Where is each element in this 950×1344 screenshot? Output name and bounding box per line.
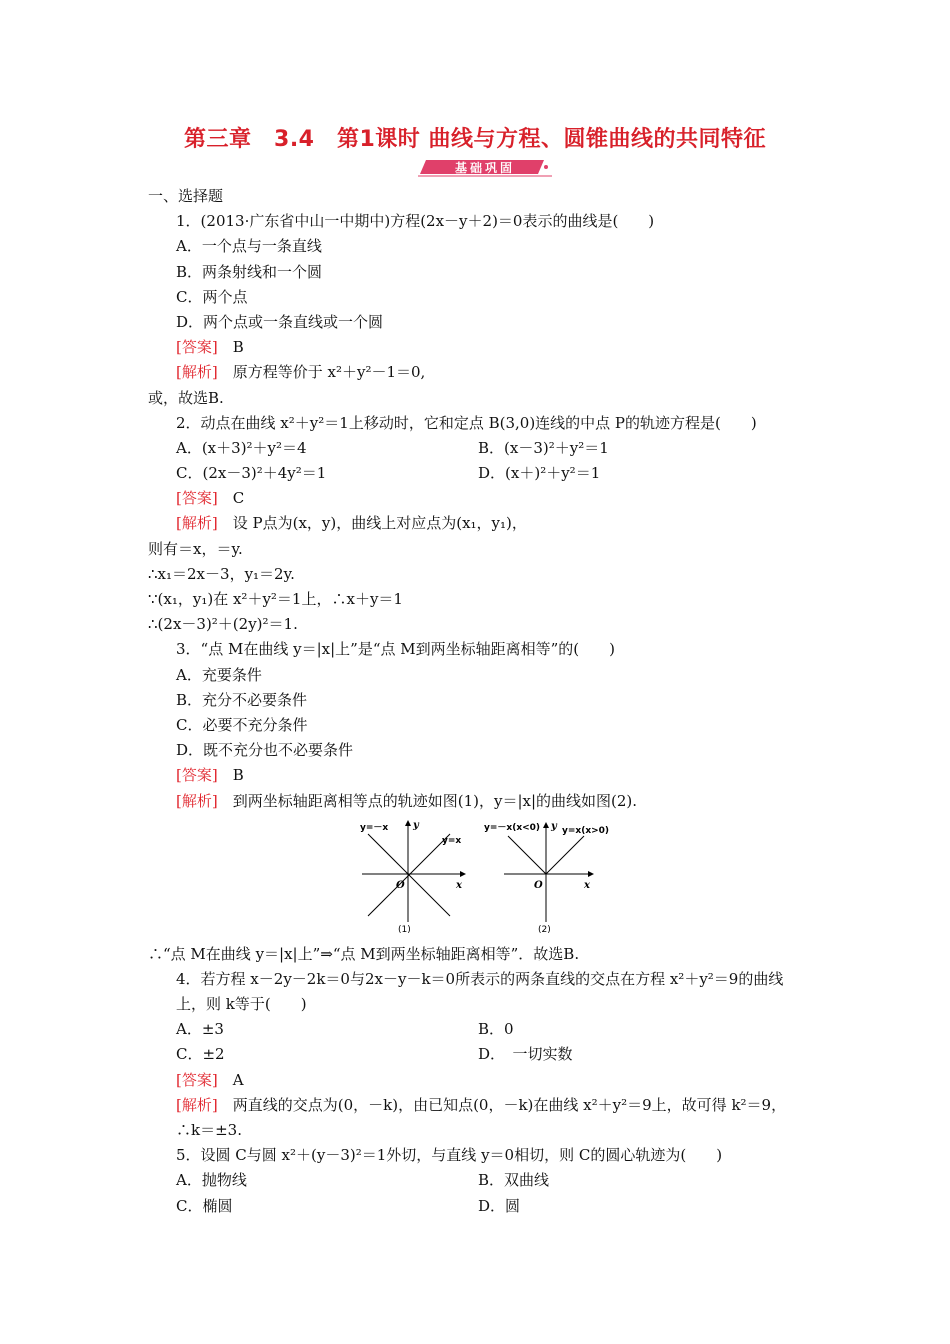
figure-1-graph [358,816,478,934]
y-axis-arrow [543,822,549,828]
q4-option-d: D． 一切实数 [478,1045,573,1064]
q2-options-row-2 [148,461,808,486]
analysis-text: 两直线的交点为(0，－k)，由已知点(0，－k)在曲线 x²＋y²＝9上，故可得 k²＝9，∴k＝±3. [176,1095,787,1140]
q5-options-row-1 [148,1168,808,1193]
analysis-text: 原方程等价于 x²＋y²－1＝0, [232,363,426,382]
q2-option-d: D．(x＋)²＋y²＝1 [478,464,601,483]
q3-option-d: D．既不充分也不必要条件 [176,741,354,760]
figure-1-caption: (1) [398,924,411,934]
y-label: y [551,820,557,832]
label-y-neg-x: y=－x [360,822,389,833]
y-axis-arrow [405,820,411,826]
page-title: 第三章 3.4 第1课时 曲线与方程、圆锥曲线的共同特征 [184,127,766,152]
question-3-stem: 3．“点 M在曲线 y＝|x|上”是“点 M到两坐标轴距离相等”的( ) [176,640,615,659]
q4-options-row-1 [148,1017,808,1042]
q2-option-a: A．(x＋3)²＋y²＝4 [176,438,307,457]
ray-y-neg-x [508,836,546,874]
q1-option-c: C．两个点 [176,287,248,306]
q1-option-d: D．两个点或一条直线或一个圆 [176,312,384,331]
analysis-tag: [解析] [176,791,218,810]
origin-label: O [534,879,543,891]
q2-answer [148,486,808,511]
analysis-tag: [解析] [176,363,218,382]
q5-option-d: D．圆 [478,1196,521,1215]
q3-option-a: A．充要条件 [176,665,262,684]
analysis-tag: [解析] [176,514,218,533]
x-label: x [456,879,462,891]
q3-option-c: C．必要不充分条件 [176,715,308,734]
section-heading: 一、选择题 [148,187,224,205]
x-axis-arrow [588,871,594,877]
question-2-stem: 2．动点在曲线 x²＋y²＝1上移动时，它和定点 B(3,0)连线的中点 P的轨迹方程是( ) [176,413,757,432]
q4-answer [148,1068,808,1093]
origin-label: O [396,879,405,891]
q1-analysis [148,360,808,385]
question-5-stem: 5．设圆 C与圆 x²＋(y－3)²＝1外切，与直线 y＝0相切，则 C的圆心轨迹为( ) [176,1146,723,1165]
q3-figures [148,814,808,942]
x-axis-arrow [460,871,466,877]
figure-2-caption: (2) [538,924,551,934]
q1-option-a: A．一个点与一条直线 [176,237,322,256]
label-y-pos-x: y=x(x>0) [562,825,610,836]
q5-option-c: C．椭圆 [176,1196,233,1215]
q4-option-a: A．±3 [176,1020,224,1039]
analysis-tag: [解析] [176,1095,218,1114]
q1-answer [148,335,808,360]
q2-option-c: C．(2x－3)²＋4y²＝1 [176,464,327,483]
q3-option-b: B．充分不必要条件 [176,690,308,709]
q3-answer [148,763,808,788]
answer-tag: [答案] [176,338,218,357]
q4-option-b: B．0 [478,1020,514,1039]
question-1-stem: 1．(2013·广东省中山一中期中)方程(2x－y＋2)＝0表示的曲线是( ) [176,212,655,231]
ray-y-pos-x [546,836,584,874]
q2-analysis [148,511,808,536]
q2-analysis-line-4: ∵(x₁，y₁)在 x²＋y²＝1上，∴x＋y＝1 [148,590,403,608]
answer-tag: [答案] [176,766,218,785]
q4-options-row-2 [148,1042,808,1067]
q4-option-c: C．±2 [176,1045,225,1064]
q5-option-b: B．双曲线 [478,1171,550,1190]
q2-analysis-line-3: ∴x₁＝2x－3，y₁＝2y. [148,564,295,583]
q2-analysis-line-2: 则有＝x，＝y. [148,539,243,558]
answer-tag: [答案] [176,1070,218,1089]
q5-options-row-2 [148,1194,808,1219]
label-y-neg-x: y=－x(x<0) [484,822,541,833]
exercise-content [148,184,808,1219]
answer-value: B [232,338,244,357]
q4-analysis [148,1093,808,1143]
analysis-text: 设 P点为(x，y)，曲线上对应点为(x₁，y₁)， [232,514,527,533]
figure-2-graph [484,816,624,934]
q1-option-b: B．两条射线和一个圆 [176,262,323,281]
q2-option-b: B．(x－3)²＋y²＝1 [478,438,609,457]
banner-label: 基础巩固 [454,161,515,175]
label-y-pos-x: y=x [442,835,462,846]
answer-value: B [232,766,244,785]
answer-value: A [232,1070,244,1089]
analysis-text: 到两坐标轴距离相等点的轨迹如图(1)，y＝|x|的曲线如图(2). [232,791,638,810]
answer-tag: [答案] [176,489,218,508]
x-label: x [584,879,590,891]
y-label: y [413,819,419,831]
q3-conclusion: ∴“点 M在曲线 y＝|x|上”⇒“点 M到两坐标轴距离相等”．故选B. [148,944,580,963]
answer-value: C [232,489,245,508]
q1-analysis-cont: 或，故选B. [148,388,224,407]
q2-options-row-1 [148,436,808,461]
question-4-stem: 4．若方程 x－2y－2k＝0与2x－y－k＝0所表示的两条直线的交点在方程 x²＋y²＝9的曲线上，则 k等于( ) [176,969,784,1014]
q3-analysis [148,789,808,814]
q5-option-a: A．抛物线 [176,1171,247,1190]
q2-analysis-line-5: ∴(2x－3)²＋(2y)²＝1. [148,615,298,634]
